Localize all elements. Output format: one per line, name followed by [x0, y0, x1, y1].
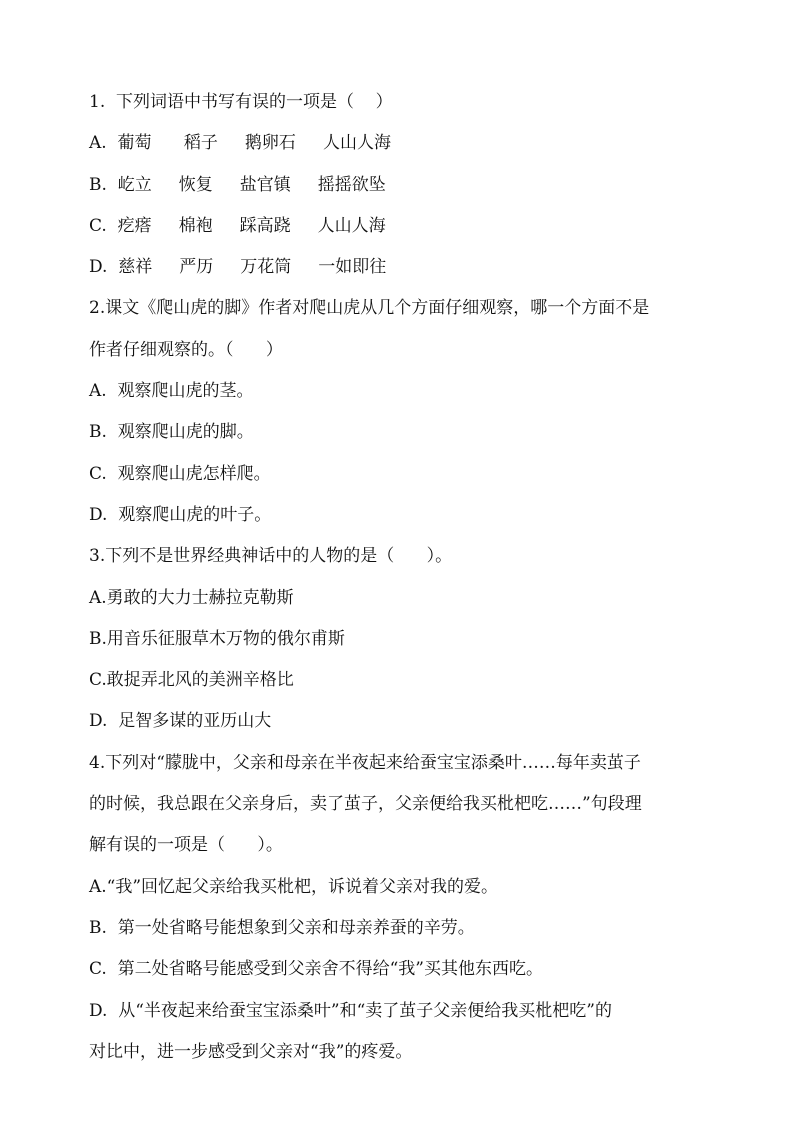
question-3-option-a: A.勇敢的大力士赫拉克勒斯 — [89, 587, 294, 608]
question-2-option-c: C. 观察爬山虎怎样爬。 — [89, 463, 271, 484]
question-1-stem: 1. 下列词语中书写有误的一项是（ ） — [89, 92, 393, 112]
question-4-option-d-line-2: 对比中，进一步感受到父亲对“我”的疼爱。 — [89, 1041, 413, 1062]
question-4-stem-line-2: 的时候，我总跟在父亲身后，卖了茧子，父亲便给我买枇杷吃……”句段理 — [89, 794, 642, 815]
question-1 — [89, 82, 709, 288]
question-4-option-b: B. 第一处省略号能想象到父亲和母亲养蚕的辛劳。 — [89, 917, 475, 938]
question-1-option-a: A. 葡萄 稻子 鹅卵石 人山人海 — [89, 133, 391, 154]
question-4 — [89, 743, 709, 1073]
question-4-stem-line-1: 4.下列对“朦胧中，父亲和母亲在半夜起来给蚕宝宝添桑叶……每年卖茧子 — [89, 752, 641, 773]
question-3-stem: 3.下列不是世界经典神话中的人物的是（ ）。 — [89, 546, 453, 567]
question-4-option-c: C. 第二处省略号能感受到父亲舍不得给“我”买其他东西吃。 — [89, 959, 543, 980]
question-4-option-a: A.“我”回忆起父亲给我买枇杷，诉说着父亲对我的爱。 — [89, 876, 499, 897]
question-2 — [89, 288, 709, 536]
question-2-stem-line-1: 2.课文《爬山虎的脚》作者对爬山虎从几个方面仔细观察，哪一个方面不是 — [89, 298, 650, 319]
question-1-option-d: D. 慈祥 严历 万花筒 一如即往 — [89, 257, 387, 278]
question-1-option-c: C. 疙瘩 棉袍 踩高跷 人山人海 — [89, 215, 386, 236]
question-3-option-b: B.用音乐征服草木万物的俄尔甫斯 — [89, 628, 345, 649]
question-2-option-b: B. 观察爬山虎的脚。 — [89, 422, 254, 443]
question-2-stem-line-2: 作者仔细观察的。（ ） — [89, 339, 283, 360]
worksheet-page — [89, 82, 709, 1073]
question-4-stem-line-3: 解有误的一项是（ ）。 — [89, 835, 283, 856]
question-1-option-b: B. 屹立 恢复 盐官镇 摇摇欲坠 — [89, 174, 386, 195]
question-4-option-d-line-1: D. 从“半夜起来给蚕宝宝添桑叶”和“卖了茧子父亲便给我买枇杷吃”的 — [89, 1000, 612, 1021]
question-2-option-a: A. 观察爬山虎的茎。 — [89, 381, 254, 402]
question-3-option-c: C.敢捉弄北风的美洲辛格比 — [89, 670, 294, 691]
question-3 — [89, 536, 709, 742]
question-2-option-d: D. 观察爬山虎的叶子。 — [89, 504, 272, 525]
question-3-option-d: D. 足智多谋的亚历山大 — [89, 711, 272, 732]
